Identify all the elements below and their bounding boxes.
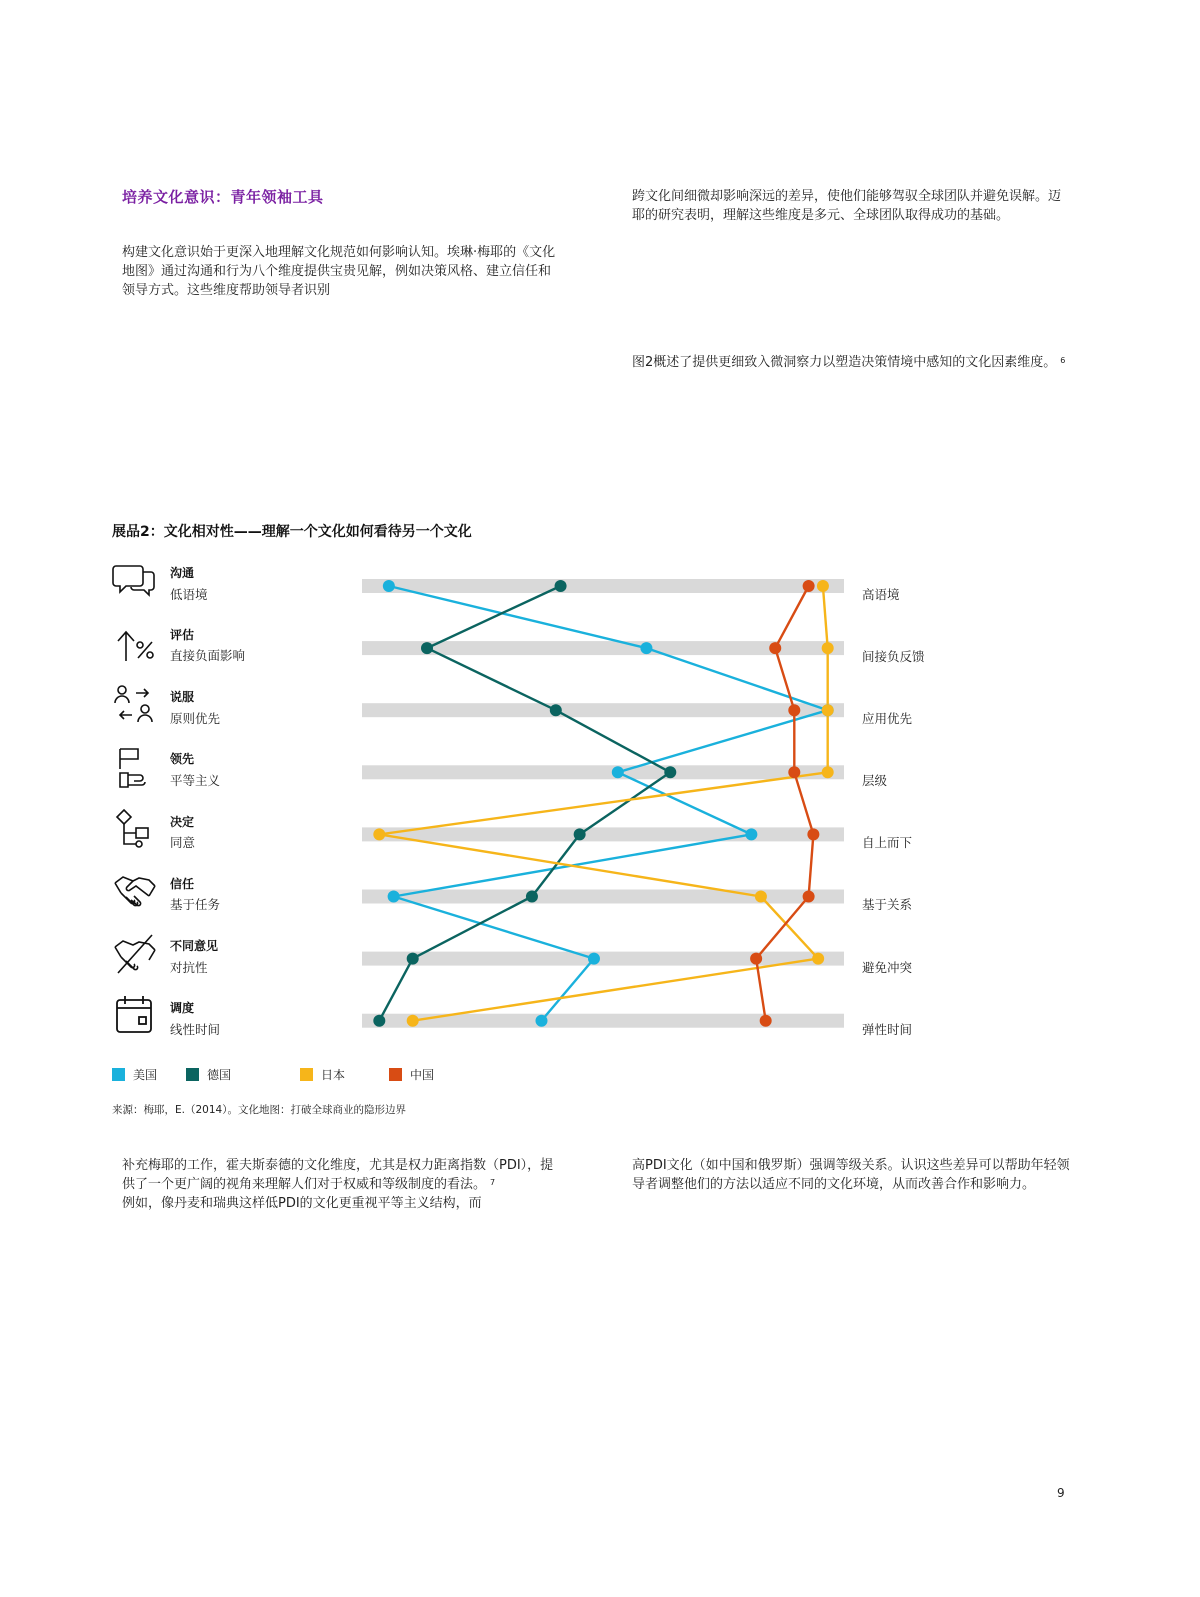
- dimension-right-pole: 自上而下: [862, 835, 913, 850]
- section-title: 培养文化意识：青年领袖工具: [122, 188, 324, 206]
- dimension-band: [362, 1014, 844, 1028]
- data-point: [788, 704, 800, 716]
- legend-swatch: [112, 1068, 125, 1081]
- data-point: [407, 953, 419, 965]
- dimension-name: 决定: [170, 815, 195, 829]
- legend-swatch: [186, 1068, 199, 1081]
- source-citation: 来源：梅耶，E.（2014）。文化地图：打破全球商业的隐形边界: [112, 1104, 406, 1116]
- dimension-name: 沟通: [170, 566, 195, 580]
- dimension-left-pole: 直接负面影响: [170, 648, 246, 663]
- data-point: [788, 766, 800, 778]
- intro-paragraph-right: 跨文化间细微却影响深远的差异，使他们能够驾驭全球团队并避免误解。迈耶的研究表明，理解这些维度是多元、全球团队取得成功的基础。: [632, 189, 1062, 223]
- data-point: [421, 642, 433, 654]
- data-point: [745, 828, 757, 840]
- data-point: [769, 642, 781, 654]
- legend-item-germany: [186, 1064, 231, 1084]
- legend-item-japan: [300, 1064, 345, 1084]
- dimension-band: [362, 765, 844, 779]
- data-point: [822, 642, 834, 654]
- data-point: [664, 766, 676, 778]
- dimension-band: [362, 579, 844, 593]
- data-point: [803, 580, 815, 592]
- dimension-name: 领先: [170, 752, 195, 766]
- data-point: [588, 953, 600, 965]
- dimension-name: 说服: [170, 690, 195, 704]
- data-point: [555, 580, 567, 592]
- dimension-name: 调度: [170, 1001, 195, 1015]
- data-point: [750, 953, 762, 965]
- data-point: [407, 1015, 419, 1027]
- data-point: [550, 704, 562, 716]
- footnote-ref-7: 7: [490, 1178, 496, 1187]
- bottom-paragraph-left: [122, 1156, 562, 1213]
- data-point: [574, 828, 586, 840]
- figure-description-text: 图2概述了提供更细致入微洞察力以塑造决策情境中感知的文化因素维度。: [632, 355, 1057, 370]
- dimension-band: [362, 827, 844, 841]
- legend-item-china: [389, 1064, 434, 1084]
- data-point: [803, 891, 815, 903]
- figure-title: 展品2：文化相对性——理解一个文化如何看待另一个文化: [112, 524, 472, 540]
- dimension-band: [362, 890, 844, 904]
- data-point: [822, 766, 834, 778]
- dimension-left-pole: 低语境: [170, 587, 208, 602]
- dimension-right-pole: 弹性时间: [862, 1022, 913, 1037]
- dimension-left-pole: 原则优先: [170, 711, 221, 726]
- bottom-paragraph-left-continued: 例如，像丹麦和瑞典这样低PDI的文化更重视平等主义结构，而: [122, 1196, 482, 1211]
- data-point: [760, 1015, 772, 1027]
- intro-paragraph-left: 构建文化意识始于更深入地理解文化规范如何影响认知。埃琳·梅耶的《文化地图》通过沟通和行为八个维度提供宝贵见解，例如决策风格、建立信任和领导方式。这些维度帮助领导者识别: [122, 245, 556, 298]
- legend-swatch: [300, 1068, 313, 1081]
- dimension-right-pole: 避免冲突: [862, 960, 913, 975]
- data-point: [817, 580, 829, 592]
- data-point: [373, 1015, 385, 1027]
- data-point: [755, 891, 767, 903]
- dimension-band: [362, 703, 844, 717]
- data-point: [373, 828, 385, 840]
- data-point: [640, 642, 652, 654]
- data-point: [807, 828, 819, 840]
- data-point: [535, 1015, 547, 1027]
- dimension-name: 评估: [170, 628, 195, 642]
- dimension-band: [362, 952, 844, 966]
- dimension-right-pole: 应用优先: [862, 711, 913, 726]
- legend-label: 美国: [133, 1068, 158, 1082]
- dimension-left-pole: 线性时间: [170, 1022, 221, 1037]
- dimension-name: 不同意见: [170, 939, 219, 953]
- legend-item-usa: [112, 1064, 157, 1084]
- dimension-name: 信任: [170, 877, 195, 891]
- data-point: [612, 766, 624, 778]
- data-point: [388, 891, 400, 903]
- legend-label: 德国: [207, 1068, 232, 1082]
- legend-label: 日本: [321, 1068, 346, 1082]
- dimension-right-pole: 基于关系: [862, 897, 913, 912]
- bottom-paragraph-left-text: 补充梅耶的工作，霍夫斯泰德的文化维度，尤其是权力距离指数（PDI），提供了一个更广阔的视角来理解人们对于权威和等级制度的看法。: [122, 1158, 554, 1192]
- dimension-left-pole: 同意: [170, 835, 196, 850]
- data-point: [822, 704, 834, 716]
- footnote-ref-6: 6: [1060, 356, 1066, 365]
- data-point: [812, 953, 824, 965]
- dimension-right-pole: 高语境: [862, 587, 900, 602]
- bottom-paragraph-right: 高PDI文化（如中国和俄罗斯）强调等级关系。认识这些差异可以帮助年轻领导者调整他们的方法以适应不同的文化环境，从而改善合作和影响力。: [632, 1158, 1070, 1192]
- dimension-right-pole: 间接负反馈: [862, 649, 925, 664]
- dimension-left-pole: 平等主义: [170, 773, 221, 788]
- legend-swatch: [389, 1068, 402, 1081]
- dimension-left-pole: 对抗性: [170, 960, 208, 975]
- data-point: [526, 891, 538, 903]
- dimension-left-pole: 基于任务: [170, 897, 221, 912]
- page-number: 9: [1057, 1486, 1065, 1500]
- legend-label: 中国: [410, 1068, 435, 1082]
- dimension-right-pole: 层级: [862, 773, 888, 788]
- data-point: [383, 580, 395, 592]
